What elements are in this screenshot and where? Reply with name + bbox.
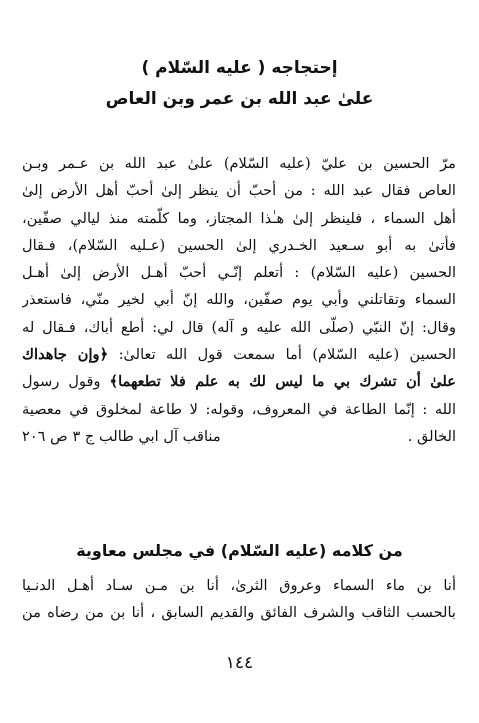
text-line-last [22, 423, 456, 450]
section-heading: من كلامه (عليه السّلام) في مجلس معاوية [76, 541, 403, 560]
text-line: الله : إنّما الطاعة في المعروف، وقوله: لا طاعة لمخلوق في معصية [22, 400, 456, 418]
quran-quote-start: ﴿وإن جاهداك [22, 346, 109, 364]
page-number: ١٤٤ [225, 653, 254, 673]
text-line-with-quran [22, 341, 456, 368]
text-segment: الحسين (عليه السّلام) أما سمعت قول الله تعالىٰ: [118, 346, 456, 364]
text-line: الحسين (عليه السّلام) : أتعلم إنّـي أحبّ أهـل الأرض إلىٰ أهـل [22, 264, 456, 282]
paragraph-main [22, 150, 456, 450]
text-line-with-quran [22, 368, 456, 395]
text-line: وقال: إنّ النبّي (صلّى الله عليه و آله) قال لي: أطع أباك، فـقال له [22, 318, 456, 336]
text-segment: الخالق . [407, 427, 456, 445]
chapter-title: إحتجاجه ( عليه السّلام ) [141, 58, 338, 78]
text-line: فأتىٰ به أبو سـعيد الخـدري إلىٰ الحسين (عـليه السّلام)، فـقال [22, 236, 456, 254]
text-line: السماء وتقاتلني وأبي يوم صفّين، والله إنّ أبي لخير منّي، فاستعذر [22, 291, 456, 309]
source-citation: مناقب آل ابي طالب ج ٣ ص ٢٠٦ [22, 427, 221, 445]
text-line: العاص فقال عبد الله : من أحبّ أن ينظر إلىٰ أحبّ أهل الأرض إلىٰ [22, 182, 456, 200]
chapter-subtitle: علىٰ عبد الله بن عمر وبن العاص [105, 89, 374, 109]
text-line: أهل السماء ، فلينظر إلىٰ هـٰذا المجتاز، وما كلّمته منذ ليالي صفّين، [22, 209, 456, 227]
text-line: مرّ الحسين بن عليّ (عليه السّلام) علىٰ عبد الله بن عـمر وبـن [22, 155, 456, 172]
text-line: بالحسب الثاقب والشرف الفائق والقديم السابق ، أنا بن من رضاه من [22, 604, 456, 622]
text-segment: وقول رسول [22, 373, 110, 391]
text-line: أنا بن ماء السماء وعروق الثرىٰ، أنا بن مـن سـاد أهـل الدنـيا [22, 577, 456, 594]
quran-quote-end: علىٰ أن تشرك بي ما ليس لك به علم فلا تطعهما﴾ [109, 373, 456, 391]
paragraph-second [22, 572, 456, 627]
